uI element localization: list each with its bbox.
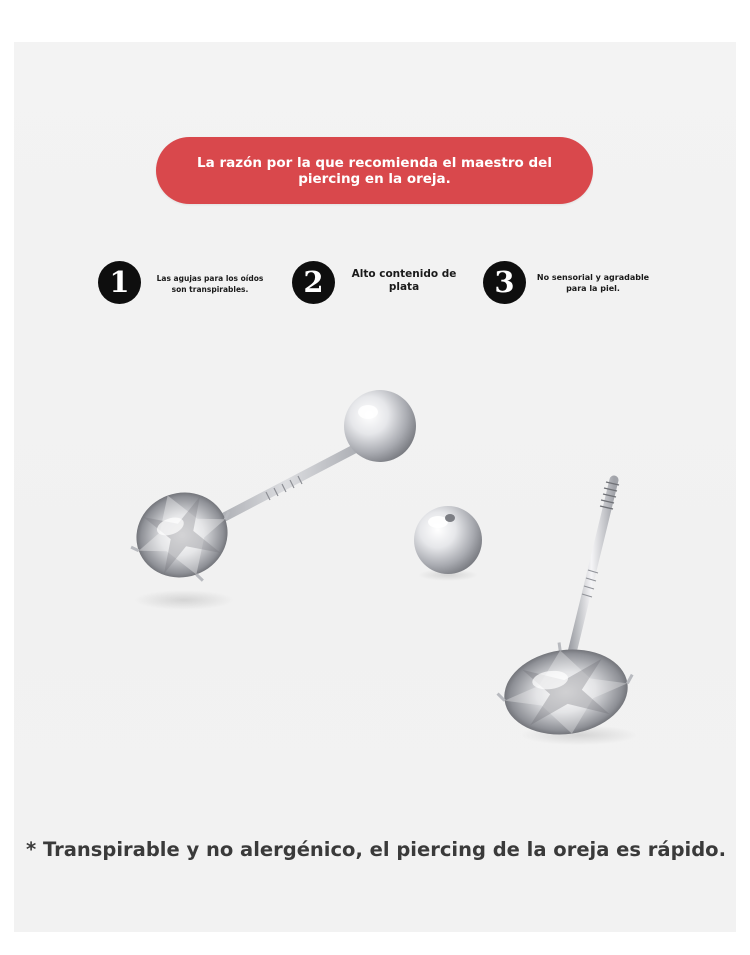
feature-text-3: No sensorial y agradable para la piel. — [536, 273, 650, 293]
feature-item-2 — [292, 260, 457, 304]
footer-caption: * Transpirable y no alergénico, el piercing de la oreja es rápido. — [26, 838, 726, 861]
headline-banner — [156, 137, 593, 204]
product-photo — [14, 330, 736, 810]
number-badge-2: 2 — [292, 261, 335, 304]
feature-text-2: Alto contenido de plata — [351, 268, 457, 293]
feature-item-3 — [483, 260, 650, 304]
earring-right — [492, 480, 639, 745]
number-badge-1: 1 — [98, 261, 141, 304]
earring-back-ball — [414, 506, 482, 581]
headline-text: La razón por la que recomienda el maestro del piercing en la oreja. — [197, 154, 552, 187]
earring-left — [119, 390, 416, 610]
feature-text-1: Las agujas para los oídos son transpirables. — [156, 274, 264, 294]
feature-item-1 — [98, 260, 264, 304]
number-badge-3: 3 — [483, 261, 526, 304]
